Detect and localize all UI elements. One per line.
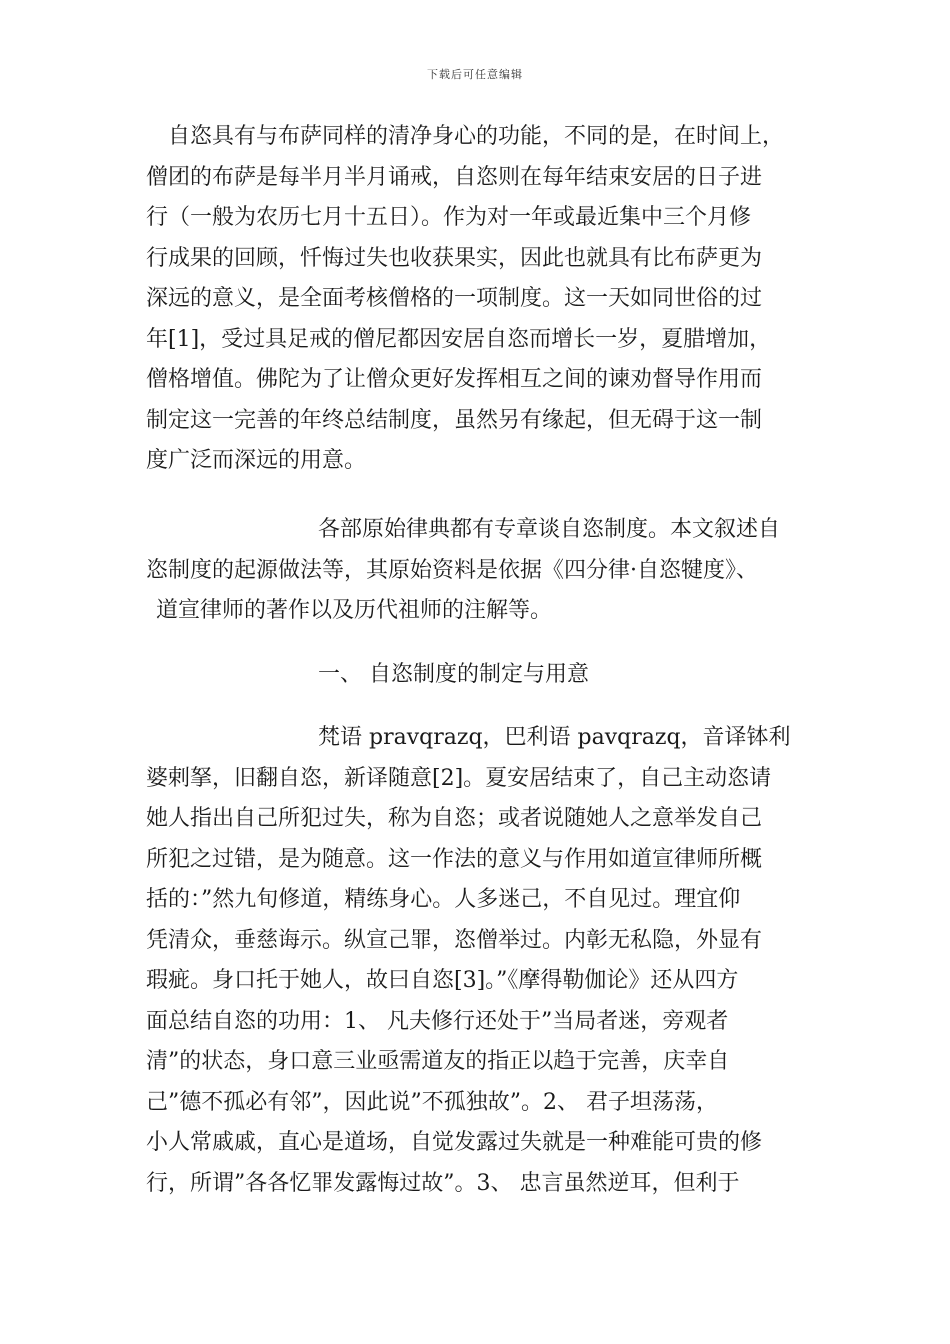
section-heading-text: 一、 自恣制度的制定与用意: [318, 662, 589, 687]
text-line: 所犯之过错，是为随意。这一作法的意义与作用如道宣律师所概: [146, 846, 763, 872]
text-line: 行成果的回顾，忏悔过失也收获果实，因此也就具有比布萨更为: [146, 245, 763, 271]
text-line: 恣制度的起源做法等，其原始资料是依据《四分律·自恣犍度》、: [146, 557, 758, 583]
text-line: 面总结自恣的功用：1、 凡夫修行还处于”当局者迷，旁观者: [146, 1008, 729, 1034]
paragraph-1: [146, 117, 806, 482]
text-line: 瑕疵。身口托于她人，故曰自恣[3]。”《摩得勒伽论》还从四方: [146, 968, 739, 993]
text-line: 凭清众，垂慈诲示。纵宣己罪，恣僧举过。内彰无私隐，外显有: [146, 927, 763, 953]
text-line: 清”的状态，身口意三业亟需道友的指正以趋于完善，庆幸自: [146, 1049, 730, 1074]
text-line: 各部原始律典都有专章谈自恣制度。本文叙述自: [318, 517, 781, 542]
paragraph-3: [146, 718, 806, 1204]
text-line: 年[1]，受过具足戒的僧尼都因安居自恣而增长一岁，夏腊增加，: [146, 326, 772, 352]
text-line: 行（一般为农历七月十五日）。作为对一年或最近集中三个月修: [146, 205, 752, 230]
text-line: 道宣律师的著作以及历代祖师的注解等。: [156, 598, 553, 623]
text-line: 婆剌拏，旧翻自恣，新译随意[2]。夏安居结束了，自己主动恣请: [146, 765, 772, 791]
text-line: 僧格增值。佛陀为了让僧众更好发挥相互之间的谏劝督导作用而: [146, 367, 763, 392]
text-line: 梵语 pravqrazq，巴利语 pavqrazq，音译钵利: [318, 725, 791, 750]
text-line: 括的：”然九旬修道，精练身心。人多迷己，不自见过。理宜仰: [146, 887, 741, 912]
text-line: 度广泛而深远的用意。: [146, 448, 367, 473]
text-line: 她人指出自己所犯过失，称为自恣；或者说随她人之意举发自己: [146, 806, 763, 831]
text-line: 制定这一完善的年终总结制度，虽然另有缘起，但无碍于这一制: [146, 407, 763, 433]
text-line: 深远的意义，是全面考核僧格的一项制度。这一天如同世俗的过: [146, 286, 763, 311]
text-line: 自恣具有与布萨同样的清净身心的功能，不同的是，在时间上，: [168, 124, 785, 149]
text-line: 僧团的布萨是每半月半月诵戒，自恣则在每年结束安居的日子进: [146, 164, 763, 190]
text-line: 行，所谓”各各忆罪发露悔过故”。3、 忠言虽然逆耳，但利于: [146, 1170, 740, 1196]
section-heading: [146, 655, 806, 696]
page-header-note: 下载后可任意编辑: [427, 68, 523, 81]
paragraph-2: [146, 510, 806, 632]
text-line: 小人常戚戚，直心是道场，自觉发露过失就是一种难能可贵的修: [146, 1130, 763, 1155]
text-line: 己”德不孤必有邻”，因此说”不孤独故”。2、 君子坦荡荡，: [146, 1089, 718, 1115]
